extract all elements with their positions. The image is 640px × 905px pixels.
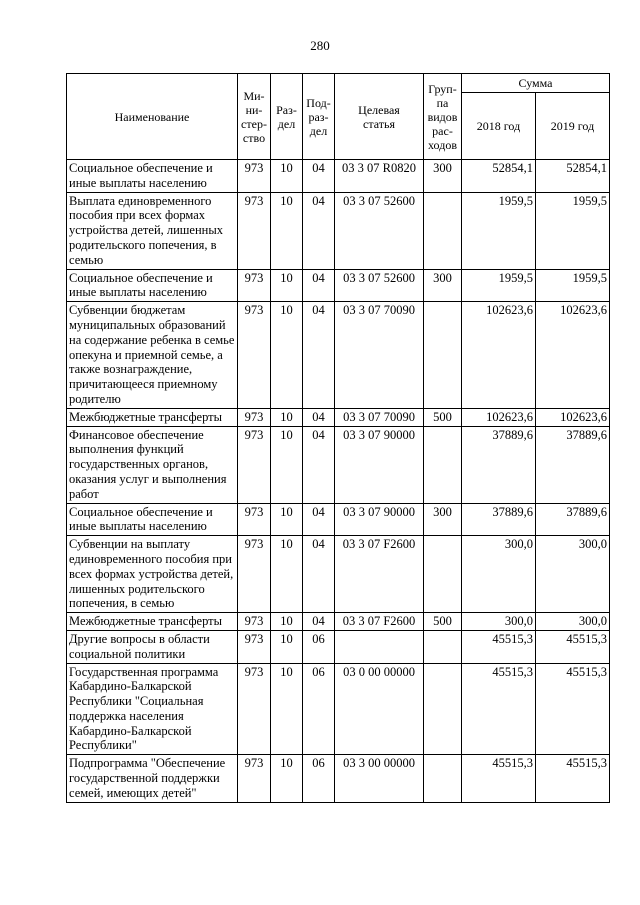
cell-sum-2018: 37889,6 <box>462 426 536 503</box>
table-row <box>67 192 610 269</box>
table-body <box>67 160 610 803</box>
cell-expense-group: 500 <box>424 408 462 426</box>
table-row <box>67 630 610 663</box>
page-number: 280 <box>310 38 330 53</box>
cell-ministry: 973 <box>238 755 271 802</box>
cell-sum-2018: 52854,1 <box>462 160 536 193</box>
cell-target-article: 03 3 07 F2600 <box>335 613 424 631</box>
header-name: Наименование <box>67 74 238 160</box>
table-row <box>67 269 610 302</box>
cell-section: 10 <box>271 192 303 269</box>
cell-sum-2018: 45515,3 <box>462 630 536 663</box>
cell-sum-2018: 300,0 <box>462 536 536 613</box>
cell-section: 10 <box>271 536 303 613</box>
header-year-2018: 2018 год <box>462 93 536 160</box>
cell-section: 10 <box>271 755 303 802</box>
cell-subsection: 04 <box>303 426 335 503</box>
cell-sum-2018: 45515,3 <box>462 755 536 802</box>
cell-sum-2019: 300,0 <box>536 536 610 613</box>
cell-expense-group <box>424 426 462 503</box>
cell-expense-group: 300 <box>424 503 462 536</box>
cell-sum-2019: 102623,6 <box>536 302 610 409</box>
cell-ministry: 973 <box>238 663 271 755</box>
table-row <box>67 755 610 802</box>
cell-ministry: 973 <box>238 160 271 193</box>
cell-sum-2018: 102623,6 <box>462 302 536 409</box>
table-row <box>67 302 610 409</box>
cell-name: Государственная программа Кабардино-Балкарской Республики "Социальная поддержка населения Кабардино-Балкарской Республики" <box>67 663 238 755</box>
table-row <box>67 503 610 536</box>
cell-sum-2019: 37889,6 <box>536 503 610 536</box>
table-row <box>67 536 610 613</box>
cell-ministry: 973 <box>238 426 271 503</box>
cell-name: Субвенции бюджетам муниципальных образований на содержание ребенка в семье опекуна и приемной семье, а также вознаграждение, причитающееся приемному родителю <box>67 302 238 409</box>
cell-target-article: 03 3 07 70090 <box>335 408 424 426</box>
table-row <box>67 160 610 193</box>
cell-subsection: 04 <box>303 269 335 302</box>
cell-target-article: 03 3 07 70090 <box>335 302 424 409</box>
cell-sum-2019: 45515,3 <box>536 663 610 755</box>
header-target-article: Целевая статья <box>335 74 424 160</box>
cell-expense-group <box>424 663 462 755</box>
cell-section: 10 <box>271 408 303 426</box>
table-row <box>67 663 610 755</box>
cell-name: Межбюджетные трансферты <box>67 408 238 426</box>
cell-sum-2019: 1959,5 <box>536 192 610 269</box>
cell-sum-2018: 37889,6 <box>462 503 536 536</box>
cell-name: Социальное обеспечение и иные выплаты населению <box>67 160 238 193</box>
cell-sum-2018: 300,0 <box>462 613 536 631</box>
cell-target-article <box>335 630 424 663</box>
cell-subsection: 04 <box>303 302 335 409</box>
table-row <box>67 408 610 426</box>
cell-name: Подпрограмма "Обеспечение государственной поддержки семей, имеющих детей" <box>67 755 238 802</box>
cell-section: 10 <box>271 426 303 503</box>
cell-ministry: 973 <box>238 408 271 426</box>
cell-name: Финансовое обеспечение выполнения функций государственных органов, оказания услуг и выполнения работ <box>67 426 238 503</box>
cell-name: Межбюджетные трансферты <box>67 613 238 631</box>
cell-expense-group <box>424 630 462 663</box>
cell-expense-group: 500 <box>424 613 462 631</box>
cell-target-article: 03 3 07 90000 <box>335 426 424 503</box>
cell-section: 10 <box>271 613 303 631</box>
cell-sum-2018: 1959,5 <box>462 269 536 302</box>
cell-subsection: 04 <box>303 192 335 269</box>
cell-ministry: 973 <box>238 192 271 269</box>
cell-expense-group: 300 <box>424 160 462 193</box>
cell-sum-2018: 45515,3 <box>462 663 536 755</box>
cell-target-article: 03 3 07 90000 <box>335 503 424 536</box>
cell-sum-2019: 102623,6 <box>536 408 610 426</box>
cell-ministry: 973 <box>238 503 271 536</box>
cell-section: 10 <box>271 160 303 193</box>
cell-ministry: 973 <box>238 630 271 663</box>
table-row <box>67 613 610 631</box>
header-year-2019: 2019 год <box>536 93 610 160</box>
cell-name: Другие вопросы в области социальной политики <box>67 630 238 663</box>
cell-section: 10 <box>271 302 303 409</box>
header-ministry: Ми- ни- стер- ство <box>238 74 271 160</box>
cell-subsection: 04 <box>303 408 335 426</box>
header-sum: Сумма <box>462 74 610 93</box>
cell-name: Социальное обеспечение и иные выплаты населению <box>67 503 238 536</box>
cell-subsection: 06 <box>303 663 335 755</box>
cell-sum-2019: 45515,3 <box>536 755 610 802</box>
cell-ministry: 973 <box>238 613 271 631</box>
cell-subsection: 04 <box>303 613 335 631</box>
cell-sum-2019: 1959,5 <box>536 269 610 302</box>
header-section: Раз- дел <box>271 74 303 160</box>
cell-ministry: 973 <box>238 302 271 409</box>
cell-target-article: 03 3 07 F2600 <box>335 536 424 613</box>
header-expense-group: Груп- па видов рас- ходов <box>424 74 462 160</box>
cell-section: 10 <box>271 503 303 536</box>
cell-expense-group <box>424 755 462 802</box>
cell-target-article: 03 3 07 52600 <box>335 269 424 302</box>
cell-subsection: 06 <box>303 630 335 663</box>
cell-sum-2019: 52854,1 <box>536 160 610 193</box>
cell-section: 10 <box>271 663 303 755</box>
cell-sum-2019: 300,0 <box>536 613 610 631</box>
cell-subsection: 06 <box>303 755 335 802</box>
cell-target-article: 03 0 00 00000 <box>335 663 424 755</box>
cell-sum-2019: 37889,6 <box>536 426 610 503</box>
cell-ministry: 973 <box>238 536 271 613</box>
budget-table <box>66 73 610 803</box>
cell-expense-group <box>424 536 462 613</box>
cell-sum-2018: 102623,6 <box>462 408 536 426</box>
cell-sum-2019: 45515,3 <box>536 630 610 663</box>
cell-target-article: 03 3 07 52600 <box>335 192 424 269</box>
cell-target-article: 03 3 00 00000 <box>335 755 424 802</box>
cell-sum-2018: 1959,5 <box>462 192 536 269</box>
cell-ministry: 973 <box>238 269 271 302</box>
cell-name: Субвенции на выплату единовременного пособия при всех формах устройства детей, лишенных родительского попечения, в семью <box>67 536 238 613</box>
cell-subsection: 04 <box>303 536 335 613</box>
cell-name: Социальное обеспечение и иные выплаты населению <box>67 269 238 302</box>
table-row <box>67 426 610 503</box>
cell-target-article: 03 3 07 R0820 <box>335 160 424 193</box>
cell-expense-group <box>424 192 462 269</box>
cell-subsection: 04 <box>303 503 335 536</box>
cell-section: 10 <box>271 269 303 302</box>
cell-expense-group <box>424 302 462 409</box>
cell-expense-group: 300 <box>424 269 462 302</box>
cell-name: Выплата единовременного пособия при всех формах устройства детей, лишенных родительского попечения, в семью <box>67 192 238 269</box>
cell-section: 10 <box>271 630 303 663</box>
cell-subsection: 04 <box>303 160 335 193</box>
header-subsection: Под- раз- дел <box>303 74 335 160</box>
